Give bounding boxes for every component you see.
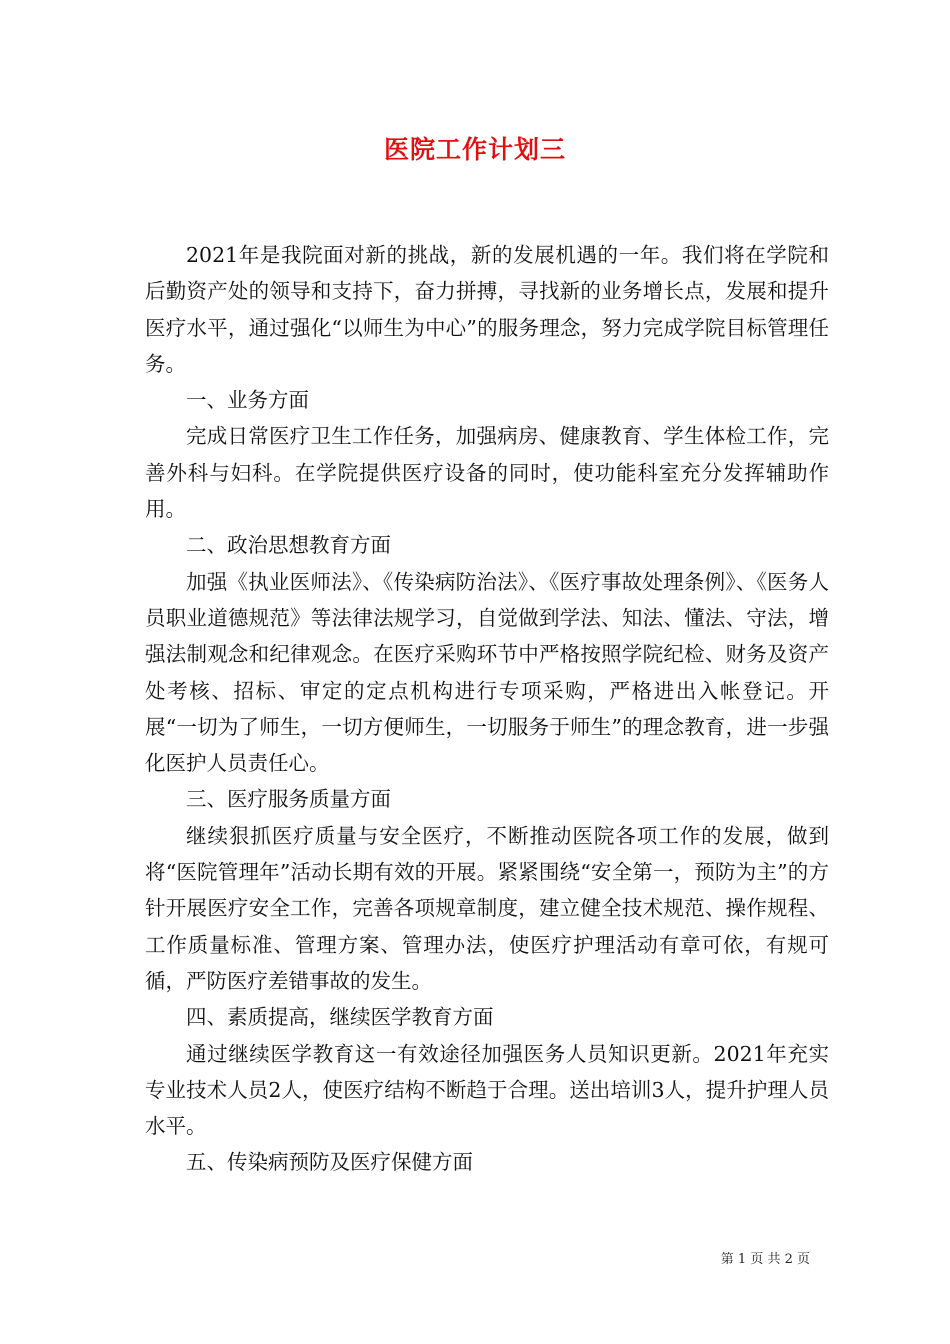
intro-paragraph: 2021年是我院面对新的挑战，新的发展机遇的一年。我们将在学院和后勤资产处的领导和支持下，奋力拼搏，寻找新的业务增长点，发展和提升医疗水平，通过强化“以师生为中心”的服务理念，努力完成学院目标管理任务。	[145, 243, 829, 376]
political-paragraph: 加强《执业医师法》、《传染病防治法》、《医疗事故处理条例》、《医务人员职业道德规范》等法律法规学习，自觉做到学法、知法、懂法、守法，增强法制观念和纪律观念。在医疗采购环节中严格按照学院纪检、财务及资产处考核、招标、审定的定点机构进行专项采购，严格进出入帐登记。开展“一切为了师生，一切方便师生，一切服务于师生”的理念教育，进一步强化医护人员责任心。	[145, 569, 829, 776]
section-heading-political: 二、政治思想教育方面	[186, 533, 391, 558]
section-heading-prevention: 五、传染病预防及医疗保健方面	[186, 1150, 473, 1175]
quality-paragraph: 继续狠抓医疗质量与安全医疗，不断推动医院各项工作的发展，做到将“医院管理年”活动长期有效的开展。紧紧围绕“安全第一，预防为主”的方针开展医疗安全工作，完善各项规章制度，建立健全技术规范、操作规程、工作质量标准、管理方案、管理办法，使医疗护理活动有章可依，有规可循，严防医疗差错事故的发生。	[145, 823, 829, 993]
section-heading-education: 四、素质提高，继续医学教育方面	[186, 1005, 494, 1030]
education-paragraph: 通过继续医学教育这一有效途径加强医务人员知识更新。2021年充实专业技术人员2人，使医疗结构不断趋于合理。送出培训3人，提升护理人员水平。	[145, 1041, 829, 1139]
section-heading-quality: 三、医疗服务质量方面	[186, 787, 391, 812]
business-paragraph: 完成日常医疗卫生工作任务，加强病房、健康教育、学生体检工作，完善外科与妇科。在学院提供医疗设备的同时，使功能科室充分发挥辅助作用。	[145, 424, 829, 522]
document-title: 医院工作计划三	[383, 135, 566, 164]
document-body	[145, 237, 829, 1181]
section-heading-business: 一、业务方面	[186, 388, 309, 413]
page-footer: 第 1 页 共 2 页	[720, 1252, 810, 1267]
